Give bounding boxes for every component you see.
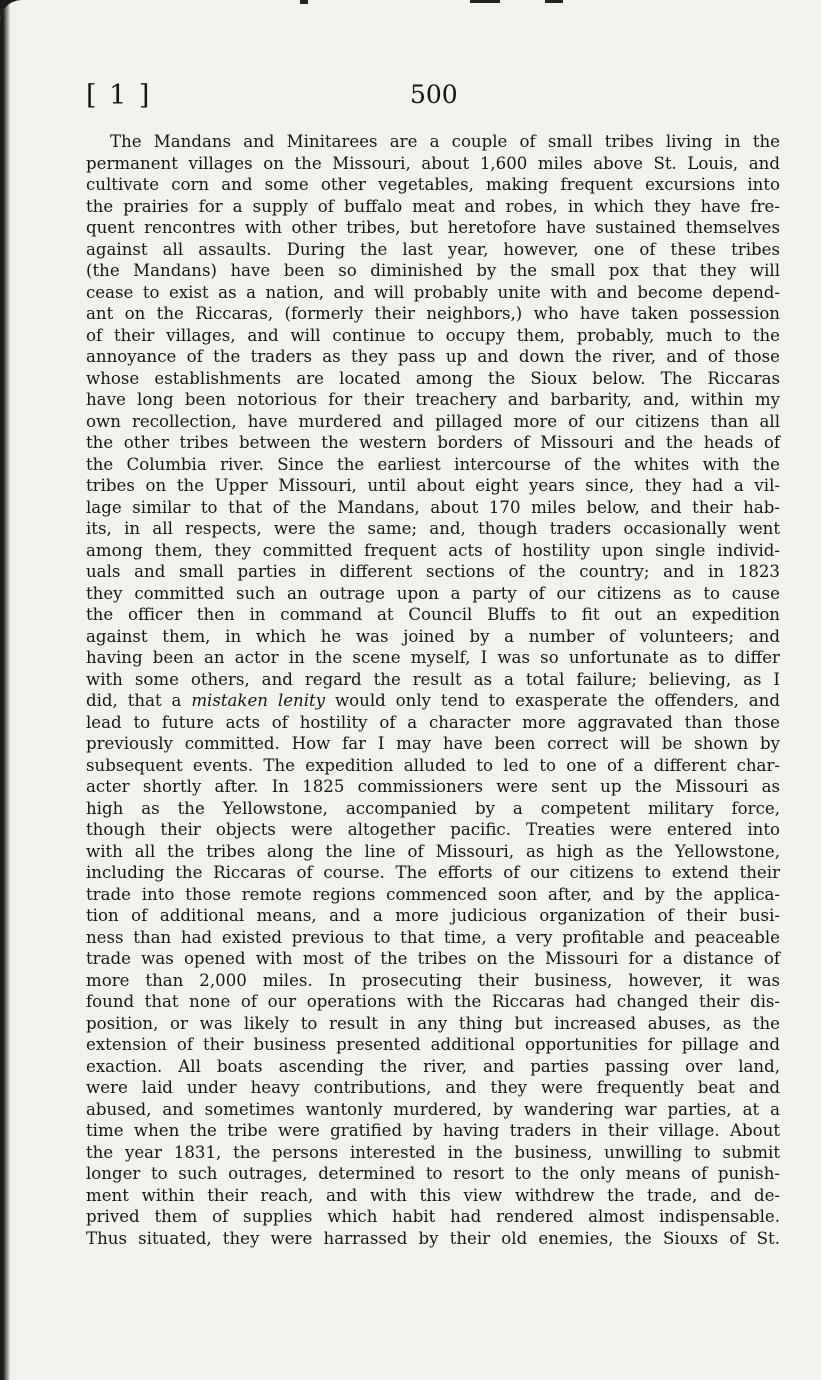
text-line: acter shortly after. In 1825 commissioners were sent up the Missouri as xyxy=(86,777,780,796)
top-ink-mark xyxy=(300,0,308,4)
top-ink-mark xyxy=(545,0,563,3)
text-line: abused, and sometimes wantonly murdered, by wandering war parties, at a xyxy=(86,1099,780,1119)
page-header xyxy=(0,80,821,120)
text-line: ant on the Riccaras, (formerly their neighbors,) who have taken possession xyxy=(86,304,780,323)
text-line: the year 1831, the persons interested in the business, unwilling to submit xyxy=(86,1142,780,1162)
text-line: with some others, and regard the result as a total failure; believing, as I xyxy=(86,669,780,689)
text-line: tribes on the Upper Missouri, until about eight years since, they had a vil- xyxy=(86,476,780,495)
text-line: with all the tribes along the line of Missouri, as high as the Yellowstone, xyxy=(86,841,780,861)
text-line: the Columbia river. Since the earliest intercourse of the whites with the xyxy=(86,454,780,474)
text-line: previously committed. How far I may have been correct will be shown by xyxy=(86,734,780,753)
text-line: high as the Yellowstone, accompanied by a competent military force, xyxy=(86,798,780,818)
text-line: position, or was likely to result in any thing but increased abuses, as the xyxy=(86,1013,780,1033)
text-line: its, in all respects, were the same; and, though traders occasionally went xyxy=(86,519,780,538)
text-line-with-italic xyxy=(86,690,780,712)
text-line: against all assaults. During the last year, however, one of these tribes xyxy=(86,239,780,259)
text-line: ment within their reach, and with this view withdrew the trade, and de- xyxy=(86,1185,780,1205)
text-line: annoyance of the traders as they pass up and down the river, and of those xyxy=(86,347,780,366)
text-line: quent rencontres with other tribes, but heretofore have sustained themselves xyxy=(86,218,780,237)
text-line: longer to such outrages, determined to resort to the only means of punish- xyxy=(86,1164,780,1183)
text-line: uals and small parties in different sections of the country; and in 1823 xyxy=(86,562,780,581)
body-text xyxy=(86,131,780,1249)
text-line: among them, they committed frequent acts of hostility upon single individ- xyxy=(86,540,780,560)
italic-phrase: mistaken lenity xyxy=(191,691,326,710)
text-line: cultivate corn and some other vegetables, making frequent excursions into xyxy=(86,175,780,194)
text-line: though their objects were altogether pacific. Treaties were entered into xyxy=(86,820,780,839)
text-line: subsequent events. The expedition alluded to led to one of a different char- xyxy=(86,755,780,775)
text-line: the other tribes between the western borders of Missouri and the heads of xyxy=(86,433,780,452)
text-line: the prairies for a supply of buffalo meat and robes, in which they have fre- xyxy=(86,196,780,216)
text-line: have long been notorious for their treachery and barbarity, and, within my xyxy=(86,390,780,409)
text-line: including the Riccaras of course. The efforts of our citizens to extend their xyxy=(86,863,780,882)
text-line: own recollection, have murdered and pillaged more of our citizens than all xyxy=(86,411,780,431)
text-line: of their villages, and will continue to occupy them, probably, much to the xyxy=(86,325,780,345)
page-number: 500 xyxy=(410,80,458,109)
text-line: permanent villages on the Missouri, about 1,600 miles above St. Louis, and xyxy=(86,153,780,173)
text-fragment: did, that a xyxy=(86,691,192,710)
text-line: trade was opened with most of the tribes on the Missouri for a distance of xyxy=(86,949,780,968)
page-edge-shadow xyxy=(0,0,10,1380)
text-line: extension of their business presented additional opportunities for pillage and xyxy=(86,1035,780,1054)
text-line: whose establishments are located among the Sioux below. The Riccaras xyxy=(86,368,780,388)
text-line: exaction. All boats ascending the river, and parties passing over land, xyxy=(86,1056,780,1076)
text-line: prived them of supplies which habit had rendered almost indispensable. xyxy=(86,1207,780,1226)
section-mark: [ 1 ] xyxy=(86,80,152,111)
text-line: lage similar to that of the Mandans, about 170 miles below, and their hab- xyxy=(86,497,780,517)
text-line: the officer then in command at Council Bluffs to fit out an expedition xyxy=(86,605,780,624)
text-fragment: would only tend to exasperate the offenders, and xyxy=(325,691,780,710)
text-line: having been an actor in the scene myself, I was so unfortunate as to differ xyxy=(86,648,780,667)
text-line: found that none of our operations with the Riccaras had changed their dis- xyxy=(86,992,780,1011)
text-line: they committed such an outrage upon a party of our citizens as to cause xyxy=(86,583,780,603)
text-line: (the Mandans) have been so diminished by the small pox that they will xyxy=(86,261,780,280)
text-line: lead to future acts of hostility of a character more aggravated than those xyxy=(86,712,780,732)
text-line: tion of additional means, and a more judicious organization of their busi- xyxy=(86,906,780,925)
text-line: against them, in which he was joined by a number of volunteers; and xyxy=(86,626,780,646)
top-ink-mark xyxy=(470,0,500,3)
text-line: Thus situated, they were harrassed by their old enemies, the Siouxs of St. xyxy=(86,1228,780,1248)
text-line: ness than had existed previous to that time, a very profitable and peaceable xyxy=(86,927,780,947)
text-line: time when the tribe were gratified by having traders in their village. About xyxy=(86,1121,780,1140)
text-line: trade into those remote regions commenced soon after, and by the applica- xyxy=(86,884,780,904)
text-line: cease to exist as a nation, and will probably unite with and become depend- xyxy=(86,282,780,302)
text-line: The Mandans and Minitarees are a couple of small tribes living in the xyxy=(110,132,780,151)
text-line: were laid under heavy contributions, and they were frequently beat and xyxy=(86,1078,780,1097)
text-line: more than 2,000 miles. In prosecuting their business, however, it was xyxy=(86,970,780,990)
